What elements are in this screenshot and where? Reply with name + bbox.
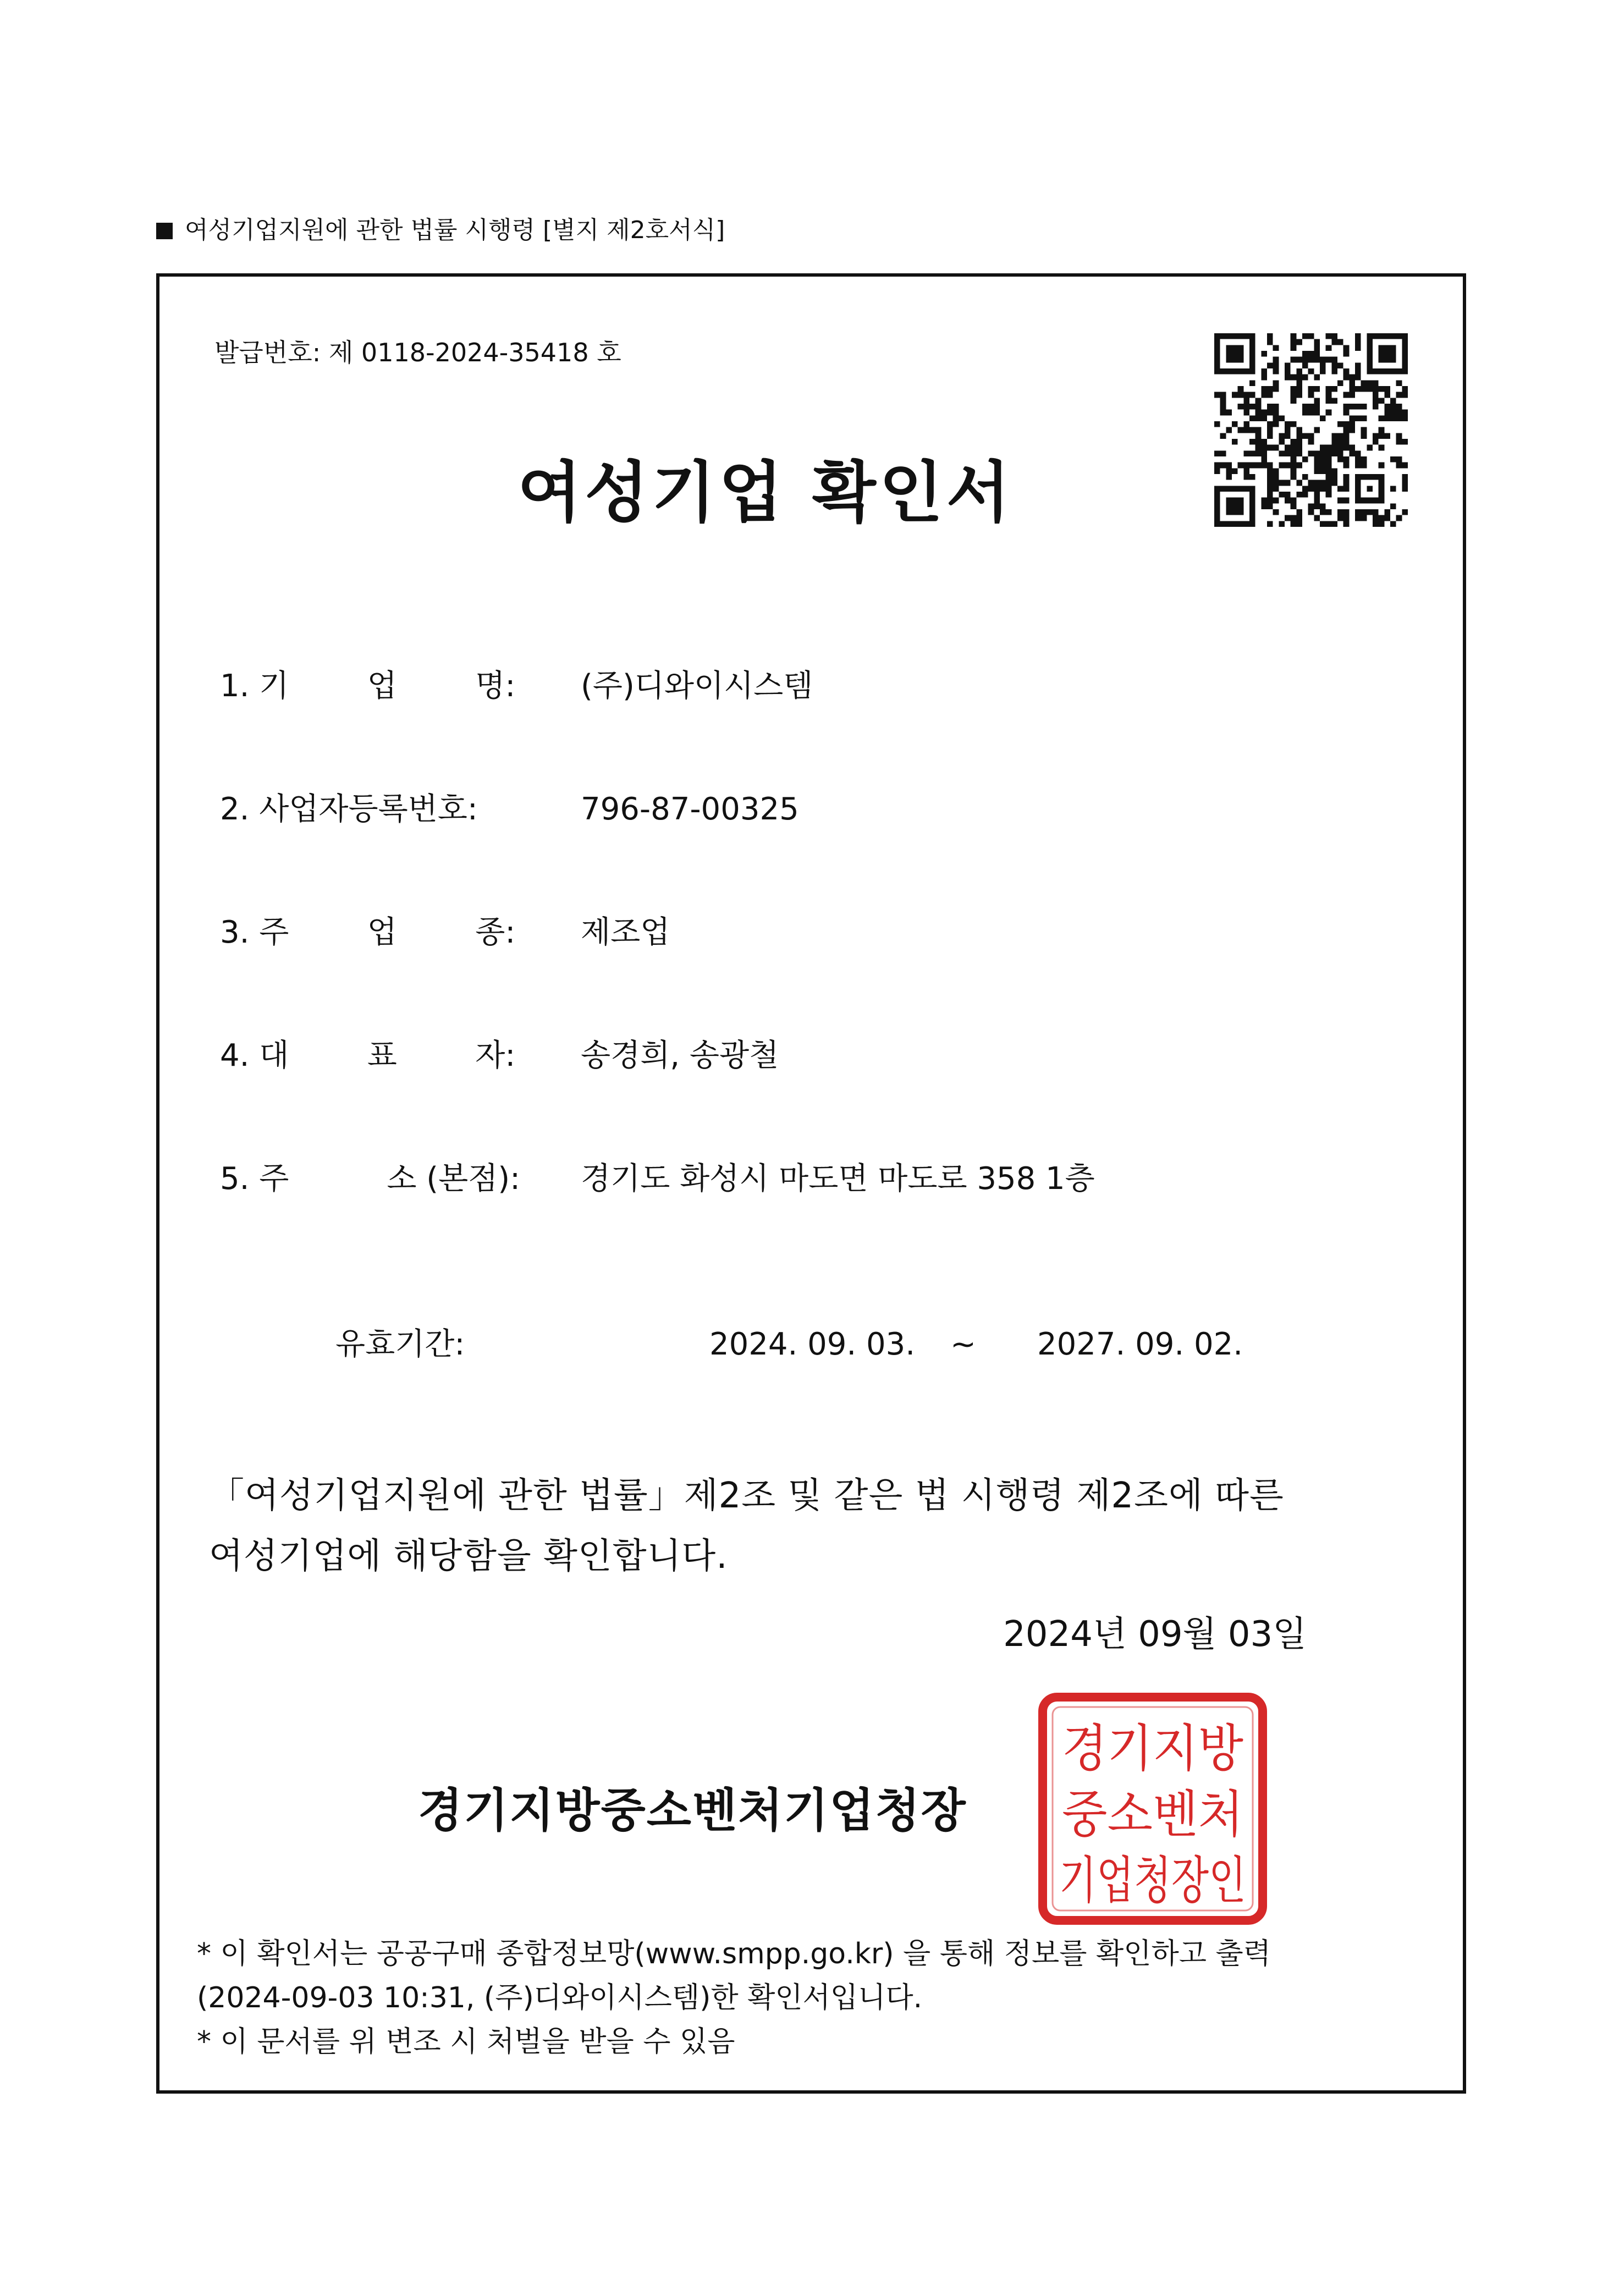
- field-value: 송경희, 송광철: [581, 1038, 779, 1073]
- issuing-agency: 경기지방중소벤처기업청장: [418, 1783, 967, 1837]
- statement-line-2: 여성기업에 해당함을 확인합니다.: [209, 1536, 728, 1577]
- seal-line: 중소벤처: [1062, 1785, 1243, 1844]
- document-title: [0, 440, 1619, 535]
- field-label: 4. 대 표 자:: [220, 1038, 516, 1073]
- validity-start: 2024. 09. 03.: [709, 1326, 916, 1362]
- note-line-1: * 이 확인서는 공공구매 종합정보망(www.smpp.go.kr) 을 통해 정보를 확인하고 출력: [197, 1937, 1271, 1970]
- seal-line: 기업청장인: [1059, 1851, 1246, 1910]
- field-value: 제조업: [581, 915, 670, 950]
- issue-number: 발급번호: 제 0118-2024-35418 호: [214, 338, 621, 367]
- note-line-3: * 이 문서를 위 변조 시 처벌을 받을 수 있음: [197, 2025, 735, 2058]
- official-seal-icon: [1037, 1692, 1268, 1926]
- field-value: 경기도 화성시 마도면 마도로 358 1층: [581, 1161, 1095, 1197]
- field-label: 5. 주 소 (본점):: [220, 1161, 520, 1197]
- form-reference: [156, 210, 725, 245]
- field-label: 2. 사업자등록번호:: [220, 791, 478, 827]
- issue-date: 2024년 09월 03일: [1003, 1614, 1307, 1655]
- validity-end: 2027. 09. 02.: [1037, 1326, 1243, 1362]
- validity-label: 유효기간:: [335, 1326, 465, 1362]
- form-reference-text: 여성기업지원에 관한 법률 시행령 [별지 제2호서식]: [185, 216, 725, 244]
- document-title-text: 여성기업 확인서: [517, 455, 1014, 531]
- field-value: 796-87-00325: [581, 791, 799, 827]
- field-value: (주)디와이시스템: [581, 668, 813, 704]
- field-label: 3. 주 업 종:: [220, 915, 516, 950]
- seal-line: 경기지방: [1062, 1719, 1244, 1778]
- statement-line-1: 「여성기업지원에 관한 법률」제2조 및 같은 법 시행령 제2조에 따른: [209, 1475, 1284, 1516]
- note-line-2: (2024-09-03 10:31, (주)디와이시스템)한 확인서입니다.: [197, 1981, 923, 2014]
- field-label: 1. 기 업 명:: [220, 668, 516, 704]
- black-square-icon: [156, 223, 173, 239]
- validity-separator: ~: [950, 1326, 976, 1362]
